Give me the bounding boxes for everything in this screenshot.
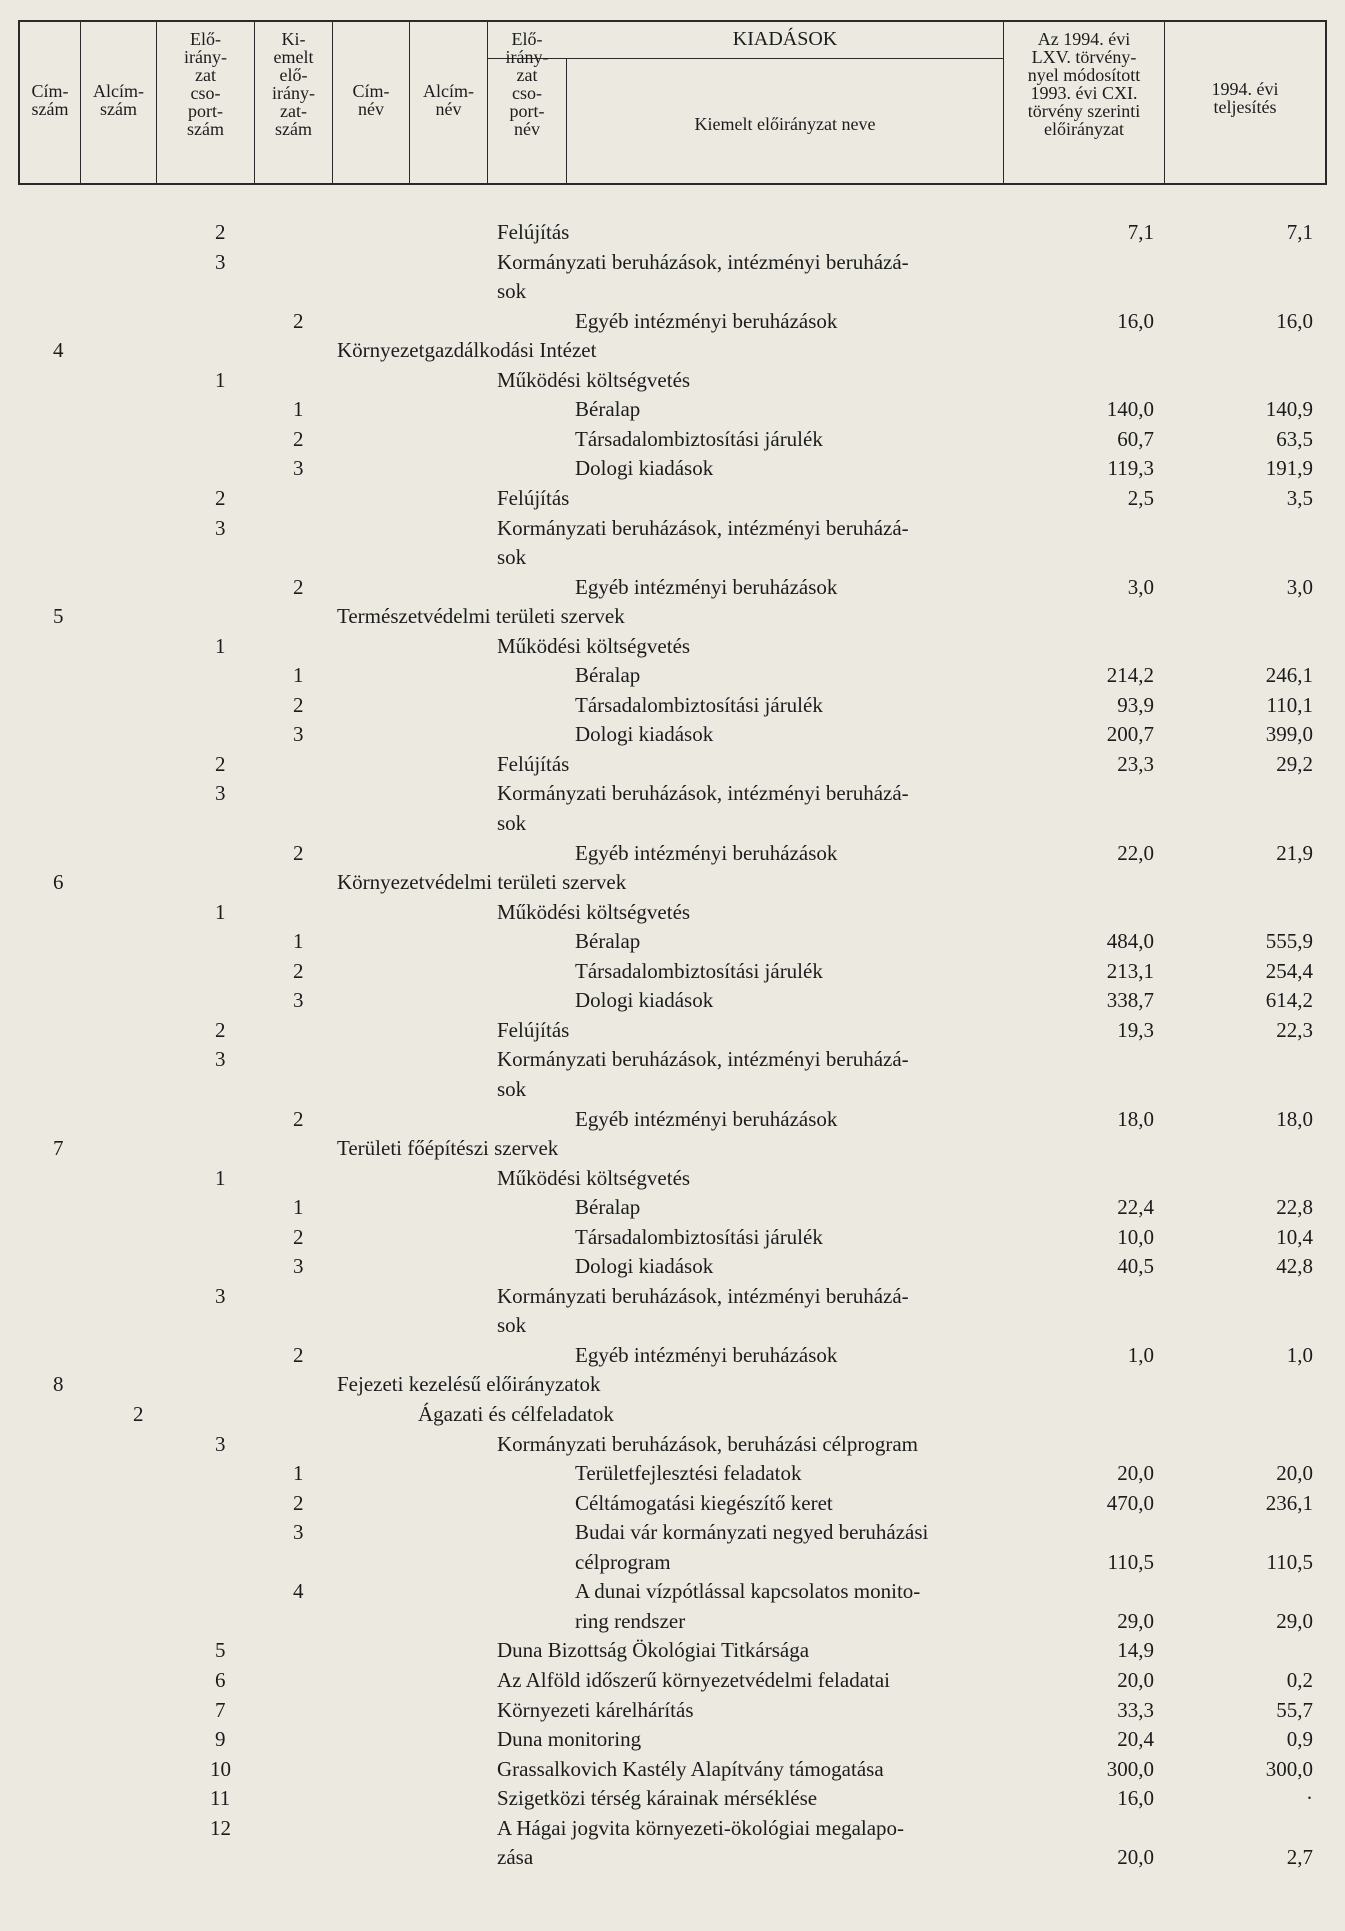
row-label: sok — [497, 545, 527, 570]
teljesites-value: · — [1306, 1786, 1313, 1811]
eloiranyzat-csoport-szam: 11 — [210, 1786, 231, 1811]
row-label: Budai vár kormányzati negyed beruházási — [575, 1520, 929, 1545]
modositott-eloiranyzat-value: 484,0 — [1106, 929, 1154, 954]
teljesites-value: 3,5 — [1286, 485, 1313, 510]
row-label: Felújítás — [497, 1017, 570, 1042]
table-row — [0, 573, 1345, 603]
table-row — [0, 1400, 1345, 1430]
kiemelt-eloiranyzat-szam: 3 — [293, 1520, 304, 1545]
table-row — [0, 1430, 1345, 1460]
teljesites-value: 614,2 — [1265, 988, 1313, 1013]
row-label: Természetvédelmi területi szervek — [337, 604, 625, 629]
row-label: Felújítás — [497, 220, 570, 244]
modositott-eloiranyzat-value: 20,0 — [1117, 1461, 1154, 1486]
table-row — [0, 632, 1345, 662]
modositott-eloiranyzat-value: 19,3 — [1117, 1017, 1154, 1042]
teljesites-value: 191,9 — [1265, 456, 1313, 481]
row-label: Duna monitoring — [497, 1727, 642, 1752]
teljesites-value: 0,2 — [1286, 1667, 1313, 1692]
modositott-eloiranyzat-value: 40,5 — [1117, 1254, 1154, 1279]
teljesites-value: 42,8 — [1276, 1254, 1313, 1279]
row-label: Környezetvédelmi területi szervek — [337, 870, 627, 895]
row-label: Dologi kiadások — [575, 988, 714, 1013]
teljesites-value: 22,3 — [1276, 1017, 1313, 1042]
table-row — [0, 1016, 1345, 1046]
header-eloiranyzat-csoport-szam: Elő- irány- zat cso- port- szám — [184, 29, 227, 139]
kiemelt-eloiranyzat-szam: 2 — [293, 1490, 304, 1515]
table-row — [0, 986, 1345, 1016]
row-label: Béralap — [575, 663, 641, 688]
row-label: Szigetközi térség kárainak mérséklése — [497, 1786, 818, 1811]
eloiranyzat-csoport-szam: 10 — [210, 1756, 231, 1781]
kiemelt-eloiranyzat-szam: 2 — [293, 840, 304, 865]
kiemelt-eloiranyzat-szam: 2 — [293, 1342, 304, 1367]
row-label: Kormányzati beruházások, intézményi beruházá- — [497, 249, 909, 274]
table-row — [0, 307, 1345, 337]
cim-szam: 5 — [53, 604, 64, 629]
row-label: Működési költségvetés — [497, 367, 691, 392]
eloiranyzat-csoport-szam: 1 — [215, 899, 226, 924]
row-label: Társadalombiztosítási járulék — [575, 426, 823, 451]
table-row — [0, 425, 1345, 455]
eloiranyzat-csoport-szam: 2 — [215, 751, 226, 776]
table-row — [0, 336, 1345, 366]
eloiranyzat-csoport-szam: 7 — [215, 1697, 226, 1722]
table-row — [0, 1341, 1345, 1371]
teljesites-value: 1,0 — [1286, 1342, 1313, 1367]
row-label: Működési költségvetés — [497, 899, 691, 924]
kiemelt-eloiranyzat-szam: 3 — [293, 1254, 304, 1279]
table-row — [0, 1548, 1345, 1578]
teljesites-value: 555,9 — [1265, 929, 1313, 954]
teljesites-value: 246,1 — [1265, 663, 1313, 688]
kiemelt-eloiranyzat-szam: 3 — [293, 988, 304, 1013]
modositott-eloiranyzat-value: 470,0 — [1106, 1490, 1154, 1515]
kiemelt-eloiranyzat-szam: 1 — [293, 929, 304, 954]
modositott-eloiranyzat-value: 16,0 — [1117, 308, 1154, 333]
row-label: Fejezeti kezelésű előirányzatok — [337, 1372, 601, 1397]
row-label: Kormányzati beruházások, intézményi beruházá- — [497, 781, 909, 806]
teljesites-value: 16,0 — [1276, 308, 1313, 333]
modositott-eloiranyzat-value: 119,3 — [1107, 456, 1154, 481]
kiemelt-eloiranyzat-szam: 2 — [293, 308, 304, 333]
table-row — [0, 395, 1345, 425]
modositott-eloiranyzat-value: 200,7 — [1106, 722, 1154, 747]
table-row — [0, 868, 1345, 898]
row-label: sok — [497, 811, 527, 835]
kiemelt-eloiranyzat-szam: 2 — [293, 1224, 304, 1249]
header-alcim-nev: Alcím- név — [423, 81, 474, 119]
row-label: Egyéb intézményi beruházások — [575, 308, 838, 333]
table-row — [0, 218, 1345, 248]
header-cim-szam: Cím- szám — [31, 81, 69, 119]
modositott-eloiranyzat-value: 20,0 — [1117, 1667, 1154, 1692]
table-row — [0, 277, 1345, 307]
row-label: Dologi kiadások — [575, 722, 714, 747]
teljesites-value: 21,9 — [1276, 840, 1313, 865]
eloiranyzat-csoport-szam: 3 — [215, 1431, 226, 1456]
modositott-eloiranyzat-value: 20,4 — [1117, 1727, 1154, 1752]
row-label: Kormányzati beruházások, intézményi beruházá- — [497, 1047, 909, 1072]
modositott-eloiranyzat-value: 33,3 — [1117, 1697, 1154, 1722]
teljesites-value: 2,7 — [1286, 1845, 1313, 1870]
row-label: Egyéb intézményi beruházások — [575, 1106, 838, 1131]
kiemelt-eloiranyzat-szam: 1 — [293, 397, 304, 422]
row-label: Grassalkovich Kastély Alapítvány támogatása — [497, 1756, 884, 1781]
row-label: Duna Bizottság Ökológiai Titkársága — [497, 1638, 810, 1663]
kiemelt-eloiranyzat-szam: 1 — [293, 663, 304, 688]
row-label: Társadalombiztosítási járulék — [575, 1224, 823, 1249]
table-row — [0, 927, 1345, 957]
header-teljesites: 1994. évi teljesítés — [1211, 79, 1279, 117]
row-label: Működési költségvetés — [497, 633, 691, 658]
row-label: Ágazati és célfeladatok — [418, 1402, 614, 1426]
teljesites-value: 300,0 — [1265, 1756, 1313, 1781]
teljesites-value: 110,5 — [1266, 1549, 1313, 1574]
eloiranyzat-csoport-szam: 3 — [215, 1283, 226, 1308]
table-row — [0, 248, 1345, 278]
row-label: ring rendszer — [575, 1608, 686, 1633]
teljesites-value: 20,0 — [1276, 1461, 1313, 1486]
row-label: Céltámogatási kiegészítő keret — [575, 1490, 833, 1515]
kiemelt-eloiranyzat-szam: 3 — [293, 722, 304, 747]
eloiranyzat-csoport-szam: 9 — [215, 1727, 226, 1752]
eloiranyzat-csoport-szam: 3 — [215, 249, 226, 274]
header-eloiranyzat-csoport-nev: Elő- irány- zat cso- port- név — [505, 29, 549, 139]
eloiranyzat-csoport-szam: 6 — [215, 1667, 226, 1692]
kiemelt-eloiranyzat-szam: 2 — [293, 1106, 304, 1131]
table-row — [0, 1784, 1345, 1814]
modositott-eloiranyzat-value: 338,7 — [1106, 988, 1154, 1013]
cim-szam: 7 — [53, 1136, 64, 1161]
header-cim-nev: Cím- név — [352, 81, 390, 119]
kiemelt-eloiranyzat-szam: 4 — [293, 1579, 304, 1604]
row-label: Területfejlesztési feladatok — [575, 1461, 802, 1486]
teljesites-value: 22,8 — [1276, 1195, 1313, 1220]
modositott-eloiranyzat-value: 214,2 — [1106, 663, 1154, 688]
row-label: Egyéb intézményi beruházások — [575, 1342, 838, 1367]
modositott-eloiranyzat-value: 93,9 — [1117, 692, 1154, 717]
table-row — [0, 720, 1345, 750]
modositott-eloiranyzat-value: 23,3 — [1117, 751, 1154, 776]
eloiranyzat-csoport-szam: 1 — [215, 633, 226, 658]
teljesites-value: 55,7 — [1276, 1697, 1313, 1722]
table-row — [0, 1223, 1345, 1253]
row-label: Béralap — [575, 1195, 641, 1220]
table-row — [0, 898, 1345, 928]
row-label: Területi főépítészi szervek — [337, 1136, 559, 1161]
alcim-szam: 2 — [133, 1402, 144, 1426]
kiemelt-eloiranyzat-szam: 2 — [293, 958, 304, 983]
kiemelt-eloiranyzat-szam: 1 — [293, 1461, 304, 1486]
row-label: Egyéb intézményi beruházások — [575, 574, 838, 599]
table-row — [0, 1489, 1345, 1519]
table-row — [0, 366, 1345, 396]
table-row — [0, 454, 1345, 484]
header-alcim-szam: Alcím- szám — [93, 81, 144, 119]
modositott-eloiranyzat-value: 1,0 — [1127, 1342, 1154, 1367]
teljesites-value: 29,2 — [1276, 751, 1313, 776]
table-row — [0, 543, 1345, 573]
row-label: sok — [497, 1076, 527, 1101]
row-label: A dunai vízpótlással kapcsolatos monito- — [575, 1579, 921, 1604]
row-label: Környezetgazdálkodási Intézet — [337, 338, 597, 363]
row-label: Felújítás — [497, 485, 570, 510]
modositott-eloiranyzat-value: 20,0 — [1117, 1845, 1154, 1870]
eloiranyzat-csoport-szam: 3 — [215, 781, 226, 806]
table-row — [0, 1725, 1345, 1755]
table-row — [0, 1105, 1345, 1135]
kiemelt-eloiranyzat-szam: 3 — [293, 456, 304, 481]
table-row — [0, 1134, 1345, 1164]
kiemelt-eloiranyzat-szam: 2 — [293, 574, 304, 599]
eloiranyzat-csoport-szam: 12 — [210, 1815, 231, 1840]
teljesites-value: 399,0 — [1265, 722, 1313, 747]
row-label: A Hágai jogvita környezeti-ökológiai megalapo- — [497, 1815, 905, 1840]
teljesites-value: 254,4 — [1265, 958, 1313, 983]
teljesites-value: 0,9 — [1286, 1727, 1313, 1752]
table-row — [0, 514, 1345, 544]
eloiranyzat-csoport-szam: 1 — [215, 1165, 226, 1190]
teljesites-value: 140,9 — [1265, 397, 1313, 422]
table-row — [0, 839, 1345, 869]
row-label: zása — [497, 1845, 534, 1870]
teljesites-value: 236,1 — [1265, 1490, 1313, 1515]
table-row — [0, 602, 1345, 632]
table-row — [0, 1755, 1345, 1785]
eloiranyzat-csoport-szam: 2 — [215, 220, 226, 244]
kiemelt-eloiranyzat-szam: 1 — [293, 1195, 304, 1220]
eloiranyzat-csoport-szam: 3 — [215, 1047, 226, 1072]
table-row — [0, 1607, 1345, 1637]
table-row — [0, 1696, 1345, 1726]
teljesites-value: 7,1 — [1286, 220, 1313, 244]
row-label: sok — [497, 279, 527, 304]
teljesites-value: 110,1 — [1266, 692, 1313, 717]
table-row — [0, 1459, 1345, 1489]
table-row — [0, 1311, 1345, 1341]
kiemelt-eloiranyzat-szam: 2 — [293, 426, 304, 451]
row-label: Az Alföld időszerű környezetvédelmi feladatai — [497, 1667, 891, 1692]
modositott-eloiranyzat-value: 2,5 — [1127, 485, 1154, 510]
table-row — [0, 484, 1345, 514]
modositott-eloiranyzat-value: 10,0 — [1117, 1224, 1154, 1249]
teljesites-value: 29,0 — [1276, 1608, 1313, 1633]
teljesites-value: 10,4 — [1276, 1224, 1313, 1249]
kiemelt-eloiranyzat-szam: 2 — [293, 692, 304, 717]
table-row — [0, 957, 1345, 987]
row-label: Társadalombiztosítási járulék — [575, 958, 823, 983]
modositott-eloiranyzat-value: 18,0 — [1117, 1106, 1154, 1131]
modositott-eloiranyzat-value: 213,1 — [1106, 958, 1154, 983]
row-label: sok — [497, 1313, 527, 1338]
table-row — [0, 1577, 1345, 1607]
table-row — [0, 809, 1345, 839]
header-modositott-eloiranyzat: Az 1994. évi LXV. törvény- nyel módosított 1993. évi CXI. törvény szerinti előirányzat — [1027, 29, 1141, 139]
row-label: Dologi kiadások — [575, 456, 714, 481]
modositott-eloiranyzat-value: 60,7 — [1117, 426, 1154, 451]
table-row — [0, 1666, 1345, 1696]
teljesites-value: 63,5 — [1276, 426, 1313, 451]
table-row — [0, 750, 1345, 780]
table-row — [0, 1843, 1345, 1873]
teljesites-value: 18,0 — [1276, 1106, 1313, 1131]
table-row — [0, 1814, 1345, 1844]
cim-szam: 8 — [53, 1372, 64, 1397]
modositott-eloiranyzat-value: 16,0 — [1117, 1786, 1154, 1811]
table-row — [0, 661, 1345, 691]
row-label: Kormányzati beruházások, intézményi beruházá- — [497, 1283, 909, 1308]
table-row — [0, 1164, 1345, 1194]
modositott-eloiranyzat-value: 300,0 — [1106, 1756, 1154, 1781]
modositott-eloiranyzat-value: 22,0 — [1117, 840, 1154, 865]
table-row — [0, 1252, 1345, 1282]
header-kiemelt-eloiranyzat-neve: Kiemelt előirányzat neve — [694, 114, 876, 134]
row-label: Béralap — [575, 929, 641, 954]
row-label: Kormányzati beruházások, beruházási célprogram — [497, 1431, 918, 1456]
eloiranyzat-csoport-szam: 2 — [215, 485, 226, 510]
modositott-eloiranyzat-value: 3,0 — [1127, 574, 1154, 599]
table-row — [0, 1075, 1345, 1105]
table-row — [0, 1045, 1345, 1075]
modositott-eloiranyzat-value: 110,5 — [1107, 1549, 1154, 1574]
row-label: Környezeti kárelhárítás — [497, 1697, 694, 1722]
row-label: Felújítás — [497, 751, 570, 776]
teljesites-value: 3,0 — [1286, 574, 1313, 599]
eloiranyzat-csoport-szam: 1 — [215, 367, 226, 392]
table-row — [0, 1193, 1345, 1223]
table-row — [0, 1636, 1345, 1666]
table-row — [0, 1370, 1345, 1400]
table-row — [0, 1518, 1345, 1548]
row-label: Kormányzati beruházások, intézményi beruházá- — [497, 515, 909, 540]
table-row — [0, 779, 1345, 809]
table-row — [0, 1282, 1345, 1312]
row-label: Működési költségvetés — [497, 1165, 691, 1190]
row-label: Egyéb intézményi beruházások — [575, 840, 838, 865]
modositott-eloiranyzat-value: 22,4 — [1117, 1195, 1154, 1220]
header-kiadasok: KIADÁSOK — [732, 28, 838, 50]
header-kiemelt-eloiranyzat-szam: Ki- emelt elő- irány- zat- szám — [272, 29, 315, 139]
eloiranyzat-csoport-szam: 5 — [215, 1638, 226, 1663]
modositott-eloiranyzat-value: 14,9 — [1117, 1638, 1154, 1663]
table-row — [0, 691, 1345, 721]
row-label: célprogram — [575, 1549, 671, 1574]
row-label: Dologi kiadások — [575, 1254, 714, 1279]
eloiranyzat-csoport-szam: 3 — [215, 515, 226, 540]
row-label: Béralap — [575, 397, 641, 422]
cim-szam: 4 — [53, 338, 64, 363]
modositott-eloiranyzat-value: 140,0 — [1106, 397, 1154, 422]
modositott-eloiranyzat-value: 29,0 — [1117, 1608, 1154, 1633]
row-label: Társadalombiztosítási járulék — [575, 692, 823, 717]
modositott-eloiranyzat-value: 7,1 — [1127, 220, 1154, 244]
eloiranyzat-csoport-szam: 2 — [215, 1017, 226, 1042]
cim-szam: 6 — [53, 870, 64, 895]
